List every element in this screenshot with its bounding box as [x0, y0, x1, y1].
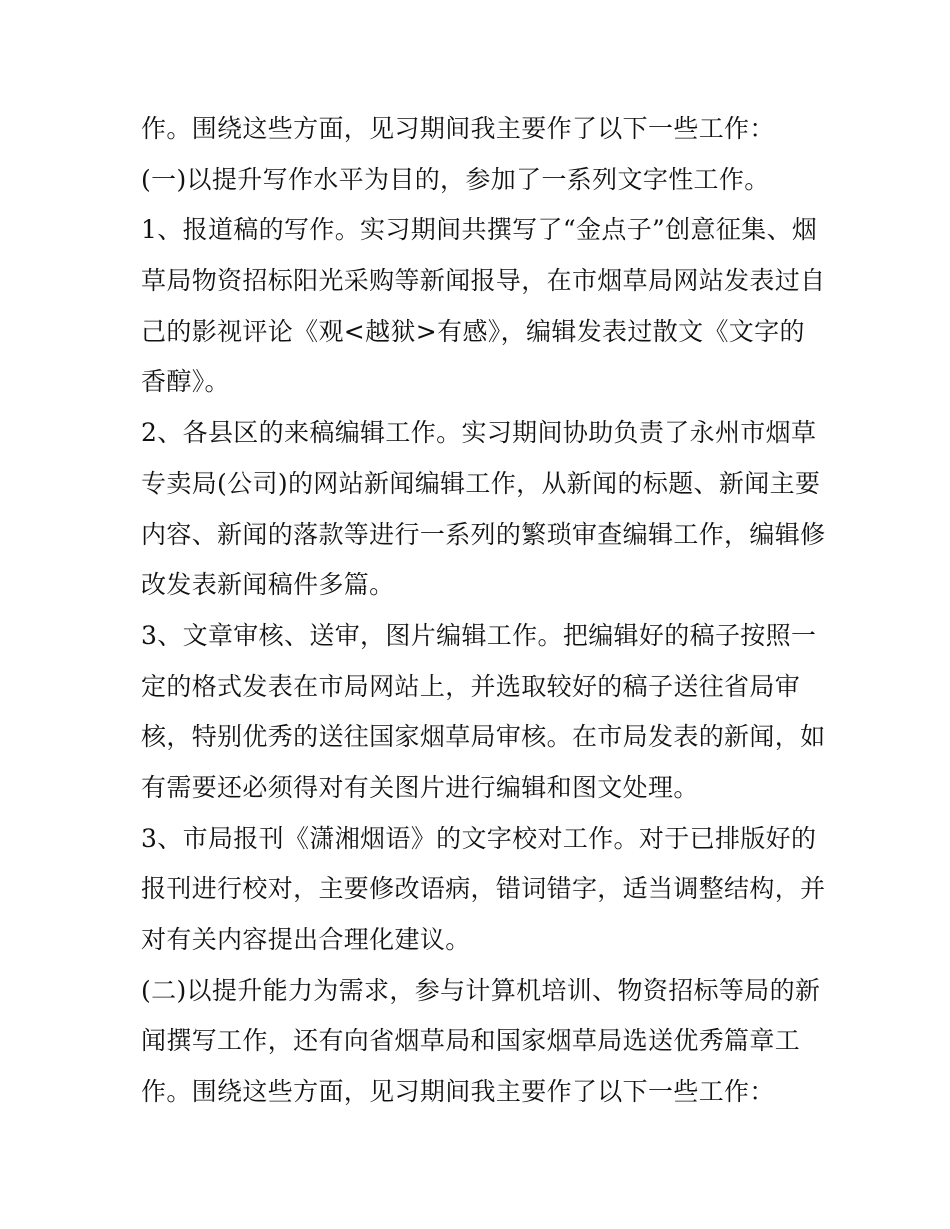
text-line: 作。围绕这些方面，见习期间我主要作了以下一些工作：: [141, 114, 775, 143]
text-line: 草局物资招标阳光采购等新闻报导，在市烟草局网站发表过自: [141, 266, 826, 296]
text-line: 闻撰写工作，还有向省烟草局和国家烟草局选送优秀篇章工: [141, 1026, 801, 1056]
text-line: 1、报道稿的写作。实习期间共撰写了“金点子”创意征集、烟: [141, 215, 818, 245]
text-line: 改发表新闻稿件多篇。: [141, 570, 395, 600]
text-line: 3、市局报刊《潇湘烟语》的文字校对工作。对于已排版好的: [141, 823, 817, 853]
section-heading-2: (二)以提升能力为需求，参与计算机培训、物资招标等局的新: [141, 975, 821, 1005]
text-line: 2、各县区的来稿编辑工作。实习期间协助负责了永州市烟草: [141, 418, 817, 448]
text-line: 有需要还必须得对有关图片进行编辑和图文处理。: [141, 772, 699, 802]
text-line: 香醇》。: [141, 367, 230, 397]
text-line: 核，特别优秀的送往国家烟草局审核。在市局发表的新闻，如: [141, 722, 826, 752]
text-line: 报刊进行校对，主要修改语病，错词错字，适当调整结构，并: [141, 874, 826, 904]
text-line: 作。围绕这些方面，见习期间我主要作了以下一些工作：: [141, 1077, 775, 1107]
text-line: 内容、新闻的落款等进行一系列的繁琐审查编辑工作，编辑修: [141, 519, 826, 549]
text-line: 定的格式发表在市局网站上，并选取较好的稿子送往省局审: [141, 671, 801, 701]
document-body: [141, 104, 826, 1118]
text-line: 3、文章审核、送审，图片编辑工作。把编辑好的稿子按照一: [141, 620, 817, 650]
text-line: 己的影视评论《观<越狱>有感》，编辑发表过散文《文字的: [141, 316, 805, 346]
text-line: 专卖局(公司)的网站新闻编辑工作，从新闻的标题、新闻主要: [141, 468, 821, 498]
text-line: 对有关内容提出合理化建议。: [141, 925, 471, 954]
section-heading-1: (一)以提升写作水平为目的，参加了一系列文字性工作。: [141, 164, 770, 194]
